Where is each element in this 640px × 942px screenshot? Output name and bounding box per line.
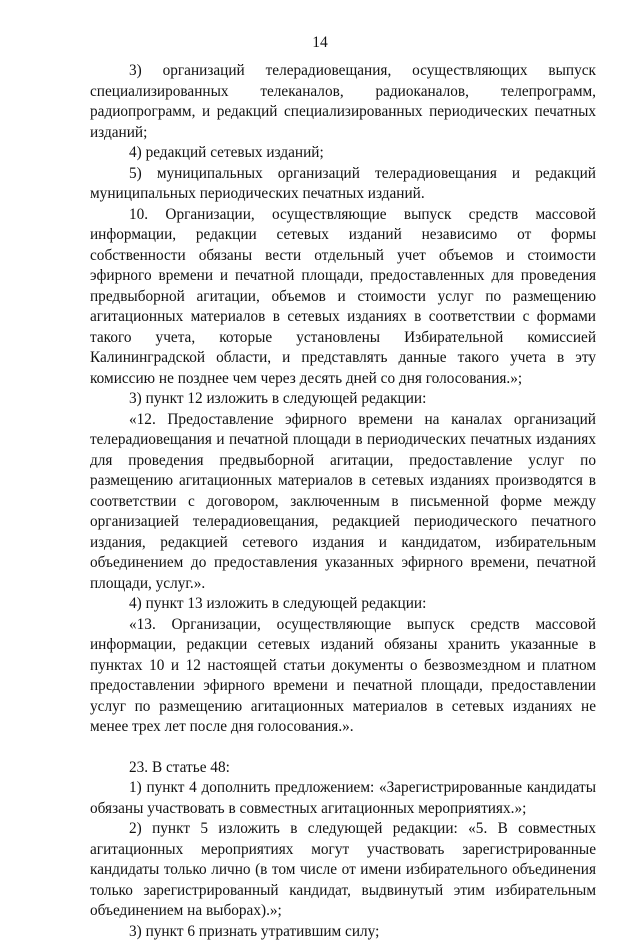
paragraph-article-48-item-3: 3) пункт 6 признать утратившим силу; (90, 922, 596, 942)
paragraph-article-48-heading: 23. В статье 48: (90, 758, 596, 779)
document-body (90, 61, 596, 942)
paragraph-item-3: 3) организаций телерадиовещания, осуществляющих выпуск специализированных телеканалов, радиоканалов, телепрограмм, радиопрограмм, и редакций специализированных периодических печатных изданий; (90, 61, 596, 143)
paragraph-item-5: 5) муниципальных организаций телерадиовещания и редакций муниципальных периодических печатных изданий. (90, 164, 596, 205)
paragraph-amend-point-12: 3) пункт 12 изложить в следующей редакции: (90, 389, 596, 410)
paragraph-point-10: 10. Организации, осуществляющие выпуск средств массовой информации, редакции сетевых изданий независимо от формы собственности обязаны вести отдельный учет объемов и стоимости эфирного времени и печатной площади, предоставленных для проведения предвыборной агитации, объемов и стоимости услуг по размещению агитационных материалов в сетевых изданиях в соответствии с формами такого учета, которые установлены Избирательной комиссией Калининградской области, и представлять данные такого учета в эту комиссию не позднее чем через десять дней со дня голосования.»; (90, 205, 596, 390)
paragraph-item-4: 4) редакций сетевых изданий; (90, 143, 596, 164)
paragraph-point-12-text: «12. Предоставление эфирного времени на каналах организаций телерадиовещания и печатной площади в периодических печатных изданиях для проведения предвыборной агитации, предоставление услуг по размещению агитационных материалов в сетевых изданиях производятся в соответствии с договором, заключенным в письменной форме между организацией телерадиовещания, редакцией периодического печатного издания, редакцией сетевого издания и кандидатом, избирательным объединением до предоставления указанных эфирного времени, печатной площади, услуг.». (90, 410, 596, 595)
page-number: 14 (0, 34, 640, 52)
paragraph-amend-point-13: 4) пункт 13 изложить в следующей редакции: (90, 594, 596, 615)
paragraph-point-13-text: «13. Организации, осуществляющие выпуск средств массовой информации, редакции сетевых изданий обязаны хранить указанные в пунктах 10 и 12 настоящей статьи документы о безвозмездном и платном предоставлении эфирного времени и печатной площади, предоставлении услуг по размещению агитационных материалов в сетевых изданиях не менее трех лет после дня голосования.». (90, 615, 596, 738)
paragraph-article-48-item-2: 2) пункт 5 изложить в следующей редакции: «5. В совместных агитационных мероприятиях могут участвовать зарегистрированные кандидаты только лично (в том числе от имени избирательного объединения только зарегистрированный кандидат, выдвинутый этим избирательным объединением на выборах).»; (90, 819, 596, 922)
paragraph-article-48-item-1: 1) пункт 4 дополнить предложением: «Зарегистрированные кандидаты обязаны участвовать в совместных агитационных мероприятиях.»; (90, 778, 596, 819)
paragraph-spacer (90, 738, 596, 758)
